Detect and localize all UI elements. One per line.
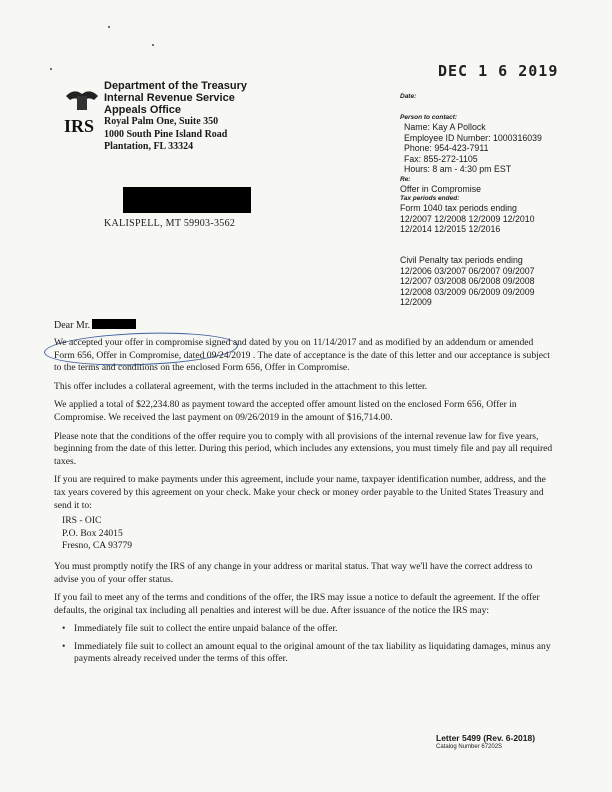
address-line: 1000 South Pine Island Road <box>104 128 228 140</box>
re-label: Re: <box>400 175 411 183</box>
letter-number: Letter 5499 (Rev. 6-2018) <box>436 733 536 743</box>
tax-periods-line: 12/2007 12/2008 12/2009 12/2010 <box>400 213 535 224</box>
paragraph-acceptance: We accepted your offer in compromise signed and dated by you on 11/14/2017 and as modified by an addendum or amended Form 656, Offer in Compromise, dated 09/24/2019 . The date of acceptance is the date of this letter and our acceptance is subject to the terms and conditions on the enclosed Form 656, Offer in Compromise. <box>54 337 550 374</box>
salutation-text: Dear Mr. <box>54 320 91 331</box>
date-label: Date: <box>400 93 417 100</box>
contact-phone: Phone: 954-423-7911 <box>404 143 489 153</box>
department-name: Department of the Treasury <box>104 80 248 92</box>
scan-speck <box>152 44 154 46</box>
irs-eagle-logo-icon <box>62 86 102 136</box>
contact-label: Person to contact: <box>400 114 458 121</box>
contact-hours: Hours: 8 am - 4:30 pm EST <box>404 164 512 174</box>
scan-speck <box>50 68 52 70</box>
paragraph-payment: We applied a total of $22,234.80 as payment toward the accepted offer amount listed on the enclosed Form 656, Offer in Compromise. We received the last payment on 09/26/2019 in the amount of $16,714.00. <box>54 399 517 423</box>
paragraph-default: If you fail to meet any of the terms and conditions of the offer, the IRS may issue a notice to default the agreement. If the offer defaults, the original tax including all penalties and interest will be due. After issuance of the notice the IRS may: <box>54 592 540 616</box>
service-name: Internal Revenue Service <box>104 92 235 104</box>
civil-penalty-line: Civil Penalty tax periods ending <box>400 255 523 265</box>
scan-speck <box>108 26 110 28</box>
paragraph-payment-instructions: If you are required to make payments under this agreement, include your name, taxpayer identification number, address, and the tax years covered by this agreement on your check. Make your check or money order payable to the United States Treasury and send it to: <box>54 474 546 511</box>
mailing-address-line: Fresno, CA 93779 <box>62 540 133 552</box>
tax-periods-label: Tax periods ended: <box>400 195 460 202</box>
default-actions-list <box>54 623 554 666</box>
salutation <box>54 319 136 331</box>
paragraph-collateral: This offer includes a collateral agreement, with the terms included in the attachment to this letter. <box>54 380 428 392</box>
letter-body <box>54 337 554 666</box>
paragraph-notify: You must promptly notify the IRS of any change in your address or marital status. That way we'll have the correct address to advise you of your offer status. <box>54 560 533 585</box>
date-stamp: DEC 1 6 2019 <box>438 62 559 80</box>
contact-name: Name: Kay A Pollock <box>404 122 486 132</box>
tax-periods-line: Form 1040 tax periods ending <box>400 203 517 213</box>
contact-fax: Fax: 855-272-1105 <box>404 153 478 164</box>
list-item: • Immediately file suit to collect the entire unpaid balance of the offer. <box>62 623 338 635</box>
logo-text: IRS <box>64 116 95 136</box>
redacted-recipient-name <box>123 187 251 213</box>
civil-penalty-line: 12/2006 03/2007 06/2007 09/2007 <box>400 265 535 276</box>
tax-periods-line: 12/2014 12/2015 12/2016 <box>400 224 501 234</box>
paragraph-conditions: Please note that the conditions of the offer require you to comply with all provisions of the internal revenue law for five years, beginning from the date of this letter. During this period, which includes any extensions, you must timely file and pay all required taxes. <box>54 430 553 467</box>
mailing-address-line: IRS - OIC <box>62 515 102 527</box>
civil-penalty-line: 12/2007 03/2008 06/2008 09/2008 <box>400 276 535 286</box>
recipient-city-line: KALISPELL, MT 59903-3562 <box>104 218 236 229</box>
header-agency <box>104 80 247 116</box>
list-item: • Immediately file suit to collect an amount equal to the original amount of the tax liability as liquidating damages, minus any payments already received under the terms of this offer. <box>62 640 551 665</box>
employee-id: Employee ID Number: 1000316039 <box>404 132 542 143</box>
civil-penalty-line: 12/2008 03/2009 06/2009 09/2009 <box>400 286 535 297</box>
mailing-address <box>54 515 554 553</box>
catalog-number: Catalog Number 67202S <box>436 744 503 750</box>
office-name: Appeals Office <box>104 104 182 116</box>
civil-penalty-line: 12/2009 <box>400 297 432 307</box>
redacted-surname <box>92 319 136 329</box>
address-line: Royal Palm One, Suite 350 <box>104 116 219 127</box>
contact-block <box>400 113 542 235</box>
re-value: Offer in Compromise <box>400 183 481 194</box>
civil-penalty-block <box>400 255 535 308</box>
office-address <box>104 116 227 154</box>
address-line: Plantation, FL 33324 <box>104 141 194 152</box>
mailing-address-line: P.O. Box 24015 <box>62 527 123 539</box>
